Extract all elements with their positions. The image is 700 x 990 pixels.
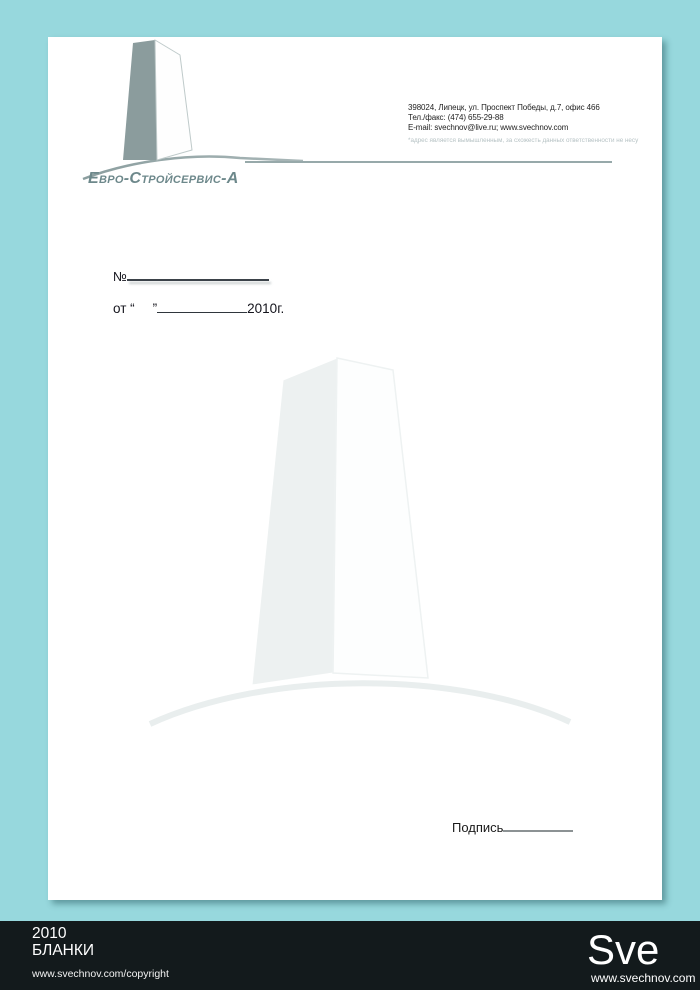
contact-address: 398024, Липецк, ул. Проспект Победы, д.7, офис 466 — [408, 103, 600, 112]
document-number-field — [113, 269, 269, 284]
footer-project-info — [32, 925, 94, 959]
signature-field — [452, 820, 573, 835]
footer-copyright-url: www.svechnov.com/copyright — [32, 968, 169, 980]
contact-block — [408, 103, 656, 146]
brand-url: www.svechnov.com — [591, 971, 696, 985]
footer-bar — [0, 921, 700, 990]
tower-obelisk-watermark-icon — [148, 352, 572, 730]
date-close-quote: ” — [152, 301, 158, 316]
date-blank-line — [157, 312, 247, 313]
company-name: Евро-Стройсервис-А — [88, 170, 239, 187]
tower-obelisk-icon — [75, 30, 305, 182]
contact-disclaimer: *адрес является вымышленным, за схожесть данных ответственности не несу — [408, 137, 639, 144]
contact-email: E-mail: svechnov@live.ru; www.svechnov.com — [408, 123, 569, 132]
brand-logo: Sve — [587, 926, 660, 973]
contact-phone-fax: Тел./факс: (474) 655-29-88 — [408, 113, 504, 122]
date-year: 2010г. — [247, 301, 285, 316]
document-date-field — [113, 301, 284, 316]
footer-year: 2010 — [32, 925, 67, 942]
signature-blank-line — [503, 830, 573, 832]
footer-category: БЛАНКИ — [32, 942, 95, 959]
header-divider — [245, 161, 612, 163]
date-prefix: от “ — [113, 301, 135, 316]
letterhead-page — [48, 37, 662, 900]
number-label: № — [113, 269, 127, 284]
signature-label: Подпись — [452, 820, 504, 835]
number-blank-line — [127, 279, 269, 281]
